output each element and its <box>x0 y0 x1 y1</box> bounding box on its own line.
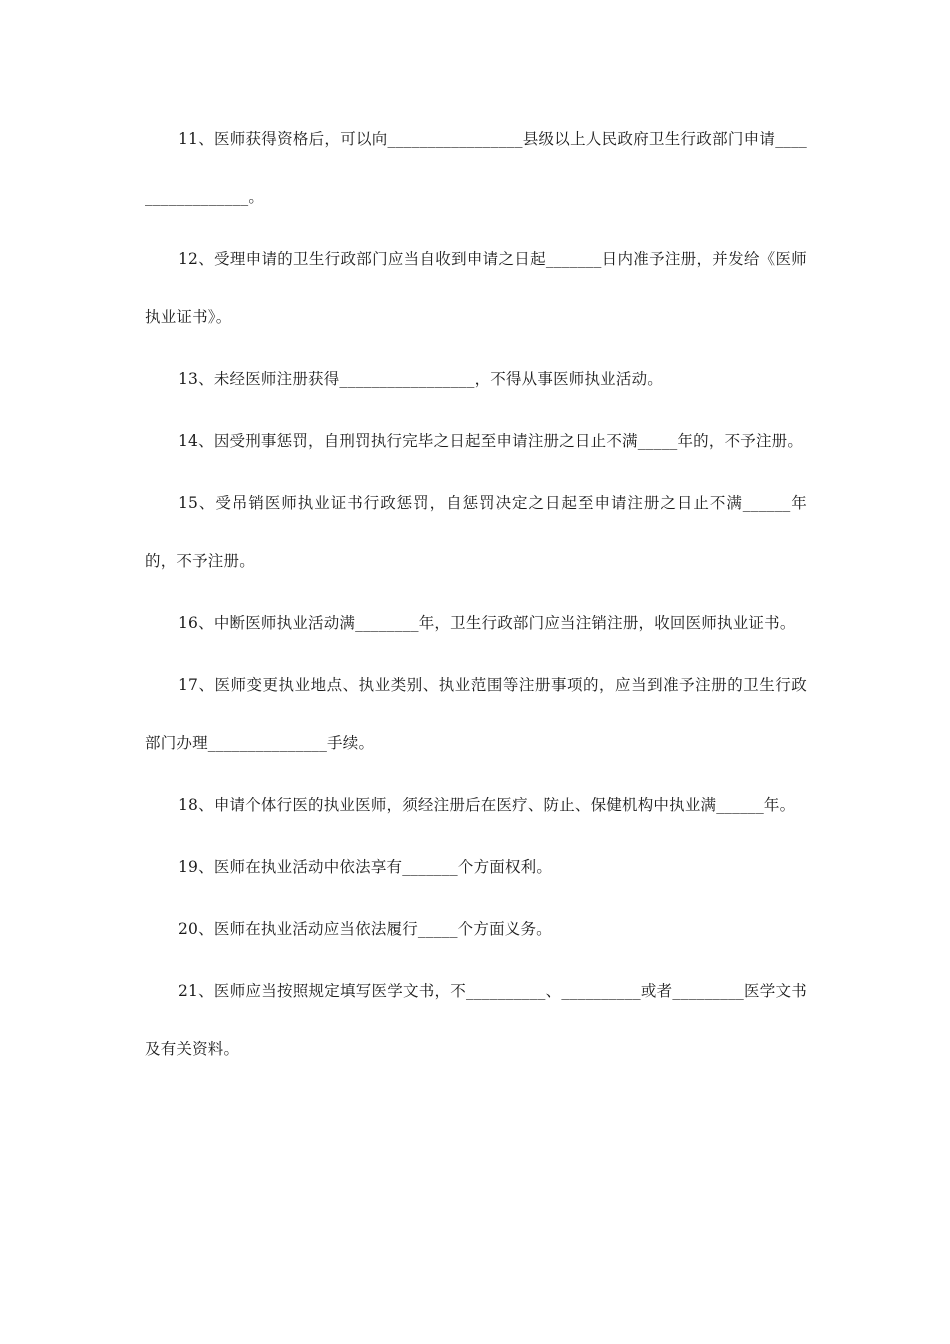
question-19: 19、医师在执业活动中依法享有_______个方面权利。 <box>178 858 553 876</box>
question-20: 20、医师在执业活动应当依法履行_____个方面义务。 <box>178 920 552 938</box>
question-14: 14、因受刑事惩罚，自刑罚执行完毕之日起至申请注册之日止不满_____年的，不予注册。 <box>178 432 804 450</box>
question-15: 15、受吊销医师执业证书行政惩罚，自惩罚决定之日起至申请注册之日止不满______年的，不予注册。 <box>145 494 807 570</box>
question-list <box>145 110 807 1082</box>
question-17: 17、医师变更执业地点、执业类别、执业范围等注册事项的，应当到准予注册的卫生行政部门办理_______________手续。 <box>145 676 807 752</box>
question-21: 21、医师应当按照规定填写医学文书，不__________、__________或者_________医学文书及有关资料。 <box>145 982 807 1058</box>
question-12: 12、受理申请的卫生行政部门应当自收到申请之日起_______日内准予注册，并发给《医师执业证书》。 <box>145 250 807 326</box>
question-11: 11、医师获得资格后，可以向_________________县级以上人民政府卫生行政部门申请_________________。 <box>145 130 807 206</box>
question-16: 16、中断医师执业活动满________年，卫生行政部门应当注销注册，收回医师执业证书。 <box>178 614 796 632</box>
question-18: 18、申请个体行医的执业医师，须经注册后在医疗、防止、保健机构中执业满______年。 <box>178 796 796 814</box>
question-13: 13、未经医师注册获得_________________，不得从事医师执业活动。 <box>178 370 663 388</box>
